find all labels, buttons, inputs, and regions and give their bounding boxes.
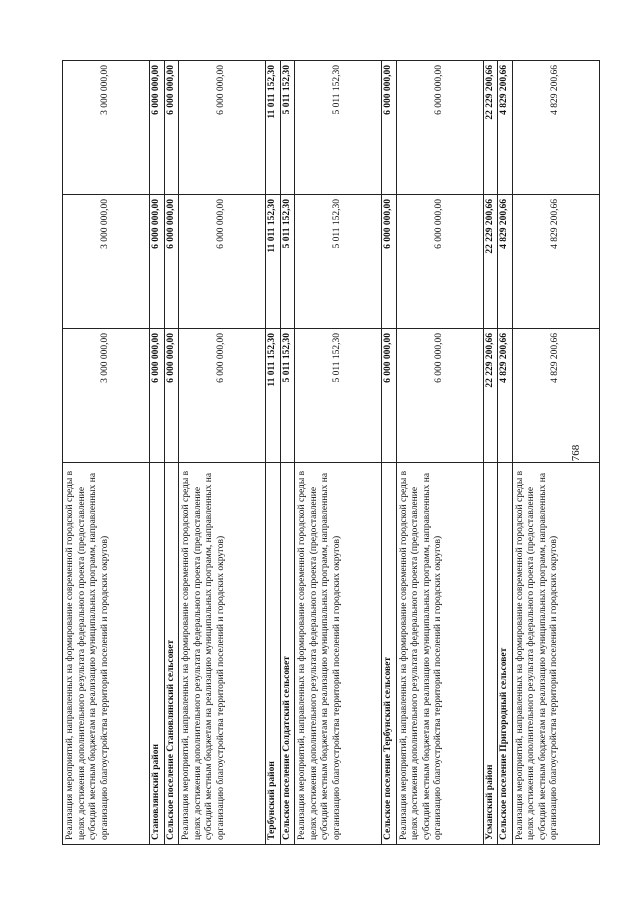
value-col-1: 6 000 000,00 <box>179 329 266 463</box>
table-row <box>280 61 295 845</box>
row-name: Реализация мероприятий, направленных на формирование современной городской среды в целях достижения дополнительного результата федерального проекта (предоставление субсидий местным бюджетам на реализацию муниципальных программ, направленных на организацию благоустройства территорий поселений и городских округов) <box>512 463 599 845</box>
value-col-3: 6 000 000,00 <box>179 61 266 195</box>
value-col-2: 6 000 000,00 <box>150 195 165 329</box>
value-col-3: 4 829 200,66 <box>512 61 599 195</box>
row-name: Сельское поселение Тербунский сельсовет <box>382 463 397 845</box>
table-row <box>266 61 281 845</box>
table-row <box>295 61 382 845</box>
row-name: Реализация мероприятий, направленных на формирование современной городской среды в целях достижения дополнительного результата федерального проекта (предоставление субсидий местным бюджетам на реализацию муниципальных программ, направленных на организацию благоустройства территорий поселений и городских округов) <box>63 463 150 845</box>
page-number: 768 <box>570 444 582 462</box>
value-col-1: 6 000 000,00 <box>150 329 165 463</box>
row-name: Тербунский район <box>266 463 281 845</box>
table-row <box>150 61 165 845</box>
value-col-3: 22 229 200,66 <box>483 61 498 195</box>
value-col-1: 6 000 000,00 <box>164 329 179 463</box>
value-col-1: 11 011 152,30 <box>266 329 281 463</box>
rotated-table-container <box>62 61 560 845</box>
value-col-2: 4 829 200,66 <box>512 195 599 329</box>
table-row <box>483 61 498 845</box>
value-col-1: 4 829 200,66 <box>512 329 599 463</box>
value-col-2: 6 000 000,00 <box>382 195 397 329</box>
value-col-2: 6 000 000,00 <box>164 195 179 329</box>
table-row <box>164 61 179 845</box>
table-row <box>498 61 513 845</box>
value-col-1: 6 000 000,00 <box>396 329 483 463</box>
budget-table <box>62 60 600 845</box>
value-col-2: 5 011 152,30 <box>295 195 382 329</box>
row-name: Сельское поселение Становлянский сельсовет <box>164 463 179 845</box>
value-col-3: 6 000 000,00 <box>150 61 165 195</box>
row-name: Реализация мероприятий, направленных на формирование современной городской среды в целях достижения дополнительного результата федерального проекта (предоставление субсидий местным бюджетам на реализацию муниципальных программ, направленных на организацию благоустройства территорий поселений и городских округов) <box>179 463 266 845</box>
value-col-2: 11 011 152,30 <box>266 195 281 329</box>
row-name: Сельское поселение Пригородный сельсовет <box>498 463 513 845</box>
row-name: Реализация мероприятий, направленных на формирование современной городской среды в целях достижения дополнительного результата федерального проекта (предоставление субсидий местным бюджетам на реализацию муниципальных программ, направленных на организацию благоустройства территорий поселений и городских округов) <box>396 463 483 845</box>
value-col-3: 3 000 000,00 <box>63 61 150 195</box>
value-col-1: 6 000 000,00 <box>382 329 397 463</box>
value-col-3: 5 011 152,30 <box>280 61 295 195</box>
row-name: Реализация мероприятий, направленных на формирование современной городской среды в целях достижения дополнительного результата федерального проекта (предоставление субсидий местным бюджетам на реализацию муниципальных программ, направленных на организацию благоустройства территорий поселений и городских округов) <box>295 463 382 845</box>
table-row <box>63 61 150 845</box>
value-col-3: 6 000 000,00 <box>164 61 179 195</box>
value-col-1: 3 000 000,00 <box>63 329 150 463</box>
row-name: Усманский район <box>483 463 498 845</box>
value-col-2: 4 829 200,66 <box>498 195 513 329</box>
value-col-3: 11 011 152,30 <box>266 61 281 195</box>
table-row <box>396 61 483 845</box>
value-col-1: 22 229 200,66 <box>483 329 498 463</box>
value-col-2: 5 011 152,30 <box>280 195 295 329</box>
value-col-1: 5 011 152,30 <box>280 329 295 463</box>
value-col-2: 22 229 200,66 <box>483 195 498 329</box>
value-col-3: 6 000 000,00 <box>382 61 397 195</box>
table-row <box>512 61 599 845</box>
value-col-2: 6 000 000,00 <box>396 195 483 329</box>
row-name: Сельское поселение Солдатский сельсовет <box>280 463 295 845</box>
value-col-1: 5 011 152,30 <box>295 329 382 463</box>
value-col-1: 4 829 200,66 <box>498 329 513 463</box>
table-body <box>63 61 600 845</box>
table-row <box>382 61 397 845</box>
value-col-3: 6 000 000,00 <box>396 61 483 195</box>
row-name: Становлянский район <box>150 463 165 845</box>
table-row <box>179 61 266 845</box>
value-col-2: 3 000 000,00 <box>63 195 150 329</box>
value-col-3: 4 829 200,66 <box>498 61 513 195</box>
value-col-2: 6 000 000,00 <box>179 195 266 329</box>
value-col-3: 5 011 152,30 <box>295 61 382 195</box>
